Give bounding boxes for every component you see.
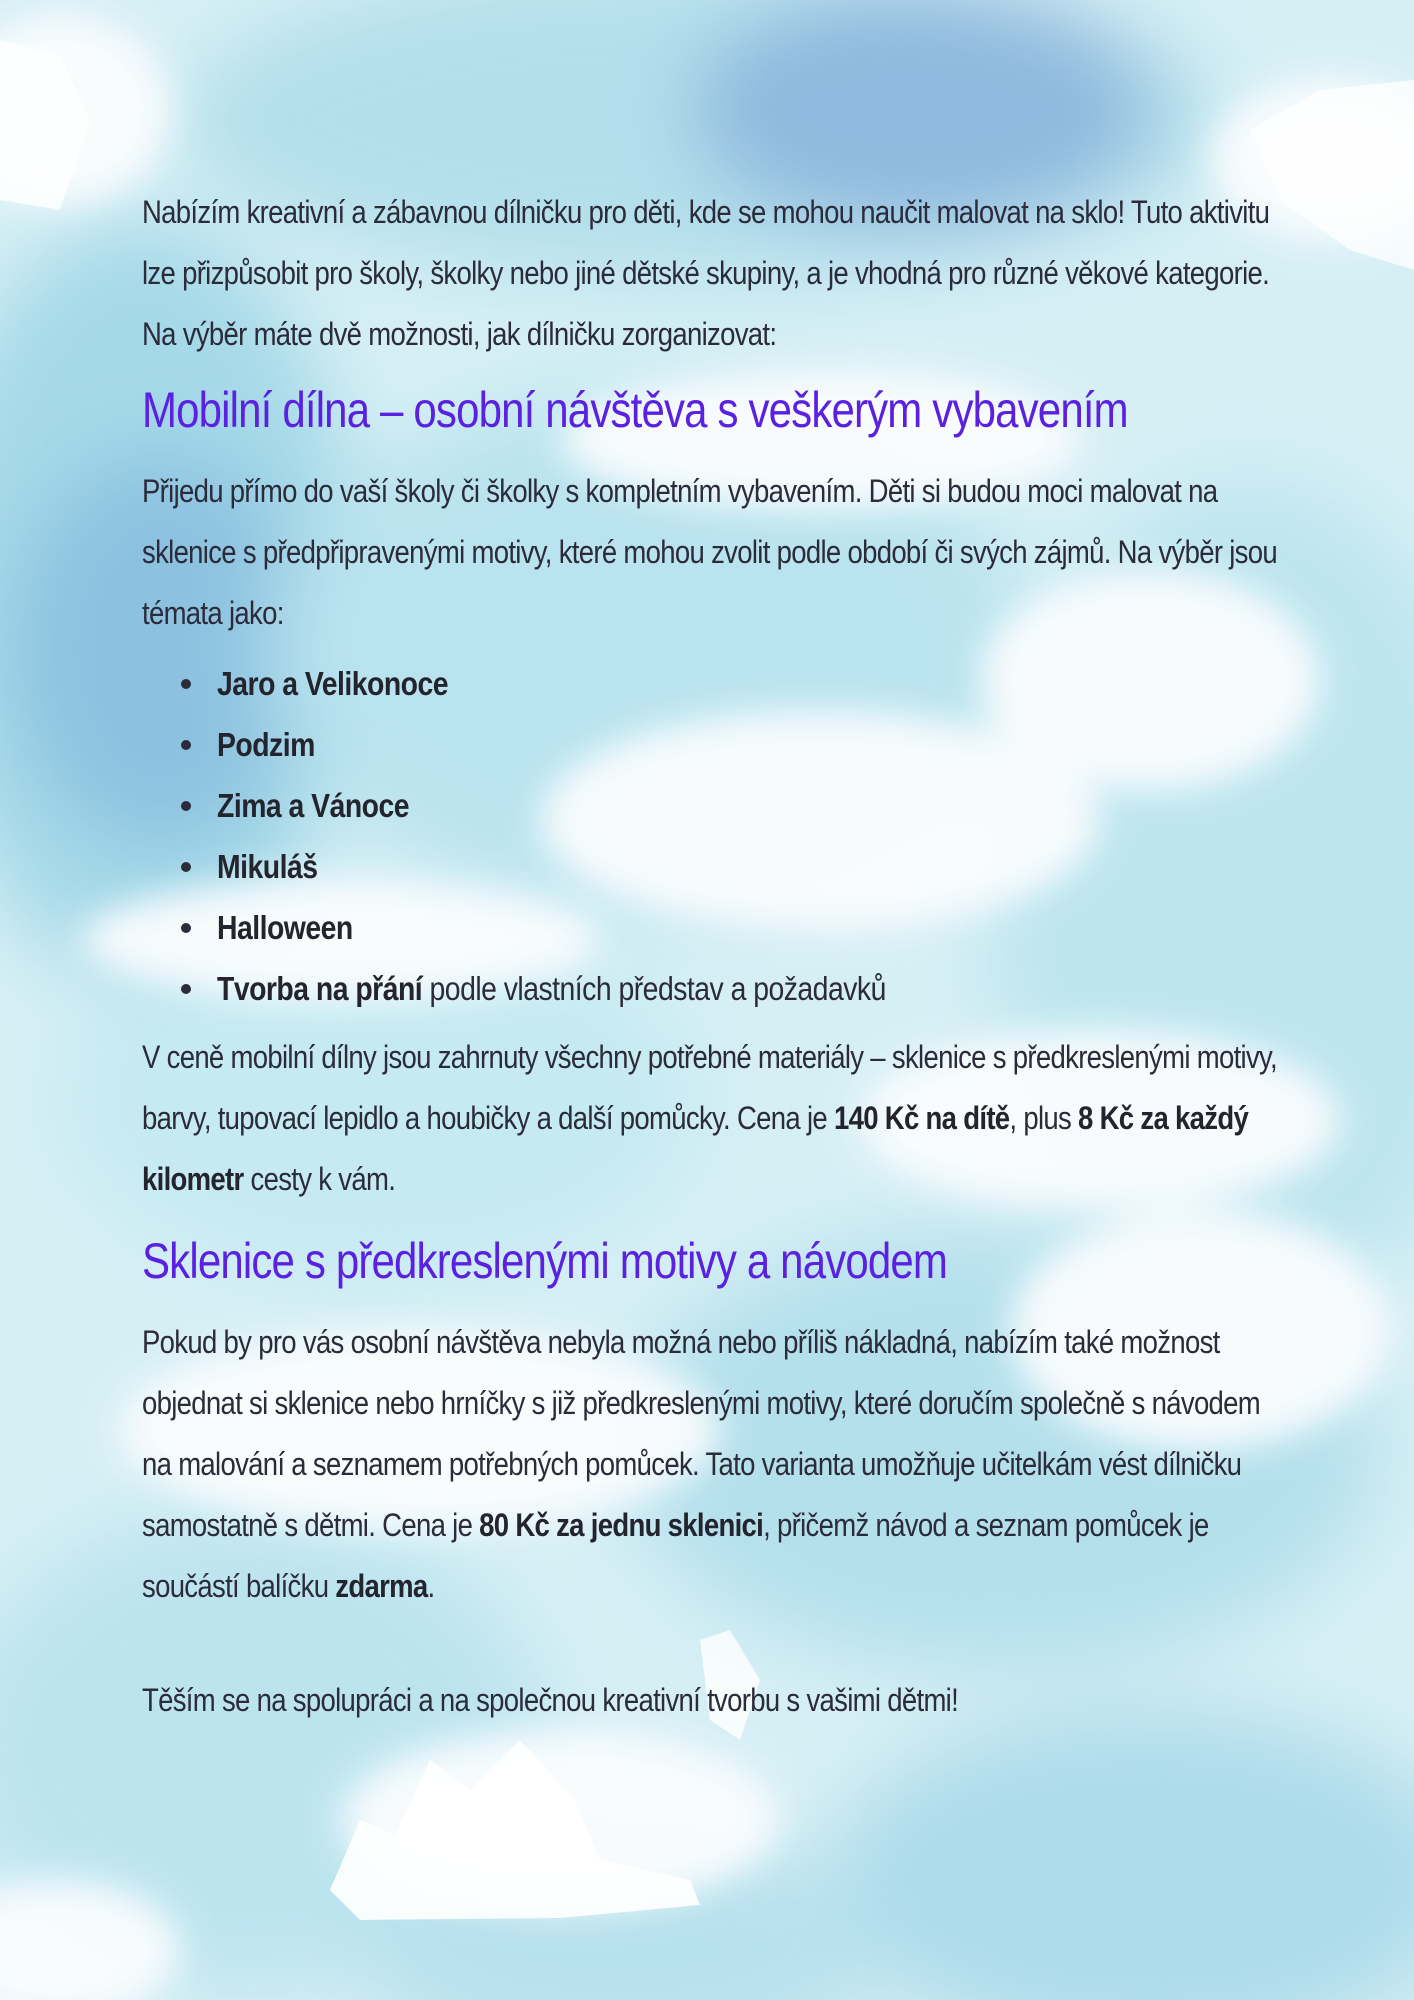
price-per-kilometer: 8 Kč za každý kilometr bbox=[142, 1100, 1249, 1197]
theme-item bbox=[142, 714, 1282, 775]
bullet-icon bbox=[181, 801, 191, 811]
document-body bbox=[142, 182, 1282, 1731]
intro-paragraph: Nabízím kreativní a zábavnou dílničku pro děti, kde se mohou naučit malovat na sklo! Tuto aktivitu lze přizpůsobit pro školy, školky nebo jiné dětské skupiny, a je vhodná pro různé věkové kategorie. Na výběr máte dvě možnosti, jak dílničku zorganizovat: bbox=[142, 194, 1270, 352]
theme-name: Podzim bbox=[217, 726, 315, 763]
glass-text: . bbox=[427, 1568, 435, 1604]
theme-item bbox=[142, 958, 1282, 1019]
free-label: zdarma bbox=[335, 1568, 428, 1604]
theme-name: Zima a Vánoce bbox=[217, 787, 410, 824]
theme-item bbox=[142, 897, 1282, 958]
theme-note: podle vlastních představ a požadavků bbox=[422, 970, 886, 1007]
theme-item bbox=[142, 836, 1282, 897]
glass-text: , přičemž návod a seznam pomůcek je součástí balíčku bbox=[142, 1507, 1209, 1604]
price-per-child: 140 Kč na dítě bbox=[833, 1100, 1010, 1136]
bullet-icon bbox=[181, 740, 191, 750]
price-text: , plus bbox=[1009, 1100, 1079, 1136]
theme-name: Tvorba na přání bbox=[217, 970, 423, 1007]
themes-list bbox=[142, 653, 1282, 1019]
price-text: cesty k vám. bbox=[243, 1161, 396, 1197]
bullet-icon bbox=[181, 862, 191, 872]
price-text: V ceně mobilní dílny jsou zahrnuty všechny potřebné materiály – sklenice s předkreslenými motivy, barvy, tupovací lepidlo a houbičky a další pomůcky. Cena je bbox=[142, 1039, 1278, 1136]
price-per-glass: 80 Kč za jednu sklenici bbox=[479, 1507, 764, 1543]
mobile-workshop-heading: Mobilní dílna – osobní návštěva s veškerým vybavením bbox=[142, 382, 1128, 438]
glass-kit-heading: Sklenice s předkreslenými motivy a návodem bbox=[142, 1233, 948, 1289]
theme-item bbox=[142, 653, 1282, 714]
glass-text: Pokud by pro vás osobní návštěva nebyla možná nebo příliš nákladná, nabízím také možnost objednat si sklenice nebo hrníčky s již předkreslenými motivy, které doručím společně s návodem na malování a seznamem potřebných pomůcek. Tato varianta umožňuje učitelkám vést dílničku samostatně s dětmi. Cena je bbox=[142, 1324, 1261, 1543]
theme-item bbox=[142, 775, 1282, 836]
bullet-icon bbox=[181, 923, 191, 933]
mobile-price-paragraph bbox=[142, 1027, 1282, 1210]
bullet-icon bbox=[181, 679, 191, 689]
mobile-workshop-paragraph: Přijedu přímo do vaší školy či školky s kompletním vybavením. Děti si budou moci malovat na sklenice s předpřipravenými motivy, které mohou zvolit podle období či svých zájmů. Na výběr jsou témata jako: bbox=[142, 473, 1277, 631]
theme-name: Jaro a Velikonoce bbox=[217, 665, 449, 702]
glass-kit-paragraph bbox=[142, 1312, 1282, 1617]
bullet-icon bbox=[181, 984, 191, 994]
theme-name: Mikuláš bbox=[217, 848, 318, 885]
closing-paragraph: Těším se na spolupráci a na společnou kreativní tvorbu s vašimi dětmi! bbox=[142, 1682, 959, 1718]
theme-name: Halloween bbox=[217, 909, 353, 946]
